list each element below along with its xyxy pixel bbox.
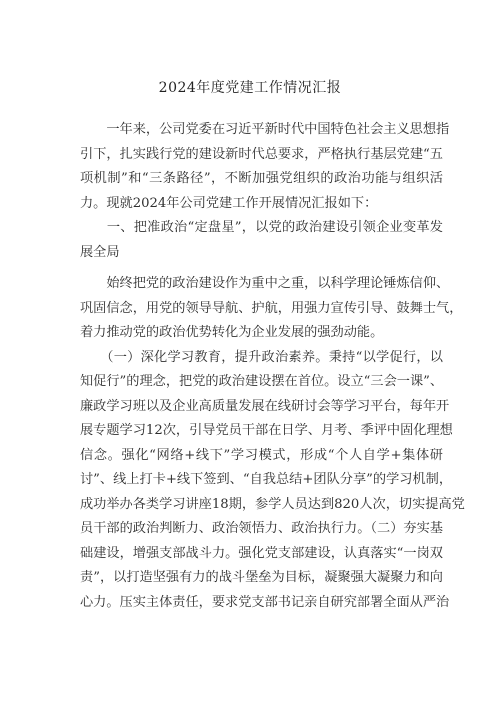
text-line: 员干部的政治判断力、政治领悟力、政治执行力。（二）夯实基 [80, 521, 443, 536]
text-line: 展专题学习12次，引导党员干部在日学、月考、季评中固化理想 [80, 423, 453, 438]
document-body [80, 118, 465, 615]
text-line: 一、把准政治“定盘星”，以党的政治建设引领企业变革发 [80, 220, 443, 235]
paragraph-intro [80, 118, 450, 216]
section-heading [80, 216, 443, 265]
text-line: 项机制”和“三条路径”，不断加强党组织的政治功能与组织活 [80, 171, 443, 186]
text-line: 廉政学习班以及企业高质量发展在线研讨会等学习平台，每年开 [80, 398, 450, 414]
text-line: 知促行”的理念，把党的政治建设摆在首位。设立“三会一课”、 [80, 374, 444, 389]
paragraph-summary [80, 272, 463, 346]
text-line: 巩固信念，用党的领导导航、护航，用强力宣传引导、鼓舞士气， [80, 300, 463, 316]
text-line: 始终把党的政治建设作为重中之重，以科学理论锤炼信仰、 [80, 276, 450, 291]
paragraph-detail [80, 346, 465, 616]
text-line: 着力推动党的政治优势转化为企业发展的强劲动能。 [80, 325, 384, 340]
text-line: 展全局 [80, 244, 120, 260]
text-line: 信念。强化“网络+线下”学习模式，形成“个人自学+集体研 [80, 447, 443, 463]
document-title: 2024年度党建工作情况汇报 [158, 80, 342, 96]
text-line: 成功举办各类学习讲座18期，参学人员达到820人次，切实提高党 [80, 496, 465, 512]
text-line: 引下，扎实践行党的建设新时代总要求，严格执行基层党建“五 [80, 146, 443, 162]
text-line: 础建设，增强支部战斗力。强化党支部建设，认真落实“一岗双 [80, 545, 443, 561]
text-line: 心力。压实主体责任，要求党支部书记亲自研究部署全面从严治 [80, 594, 450, 610]
text-line: 一年来，公司党委在习近平新时代中国特色社会主义思想指 [80, 122, 450, 137]
text-line: 力。现就2024年公司党建工作开展情况汇报如下： [80, 195, 378, 211]
text-line: （一）深化学习教育，提升政治素养。秉持“以学促行，以 [80, 349, 443, 365]
text-line: 责”，以打造坚强有力的战斗堡垒为目标，凝聚强大凝聚力和向 [80, 570, 443, 585]
text-line: 讨”、线上打卡+线下签到、“自我总结+团队分享”的学习机制， [80, 472, 453, 487]
